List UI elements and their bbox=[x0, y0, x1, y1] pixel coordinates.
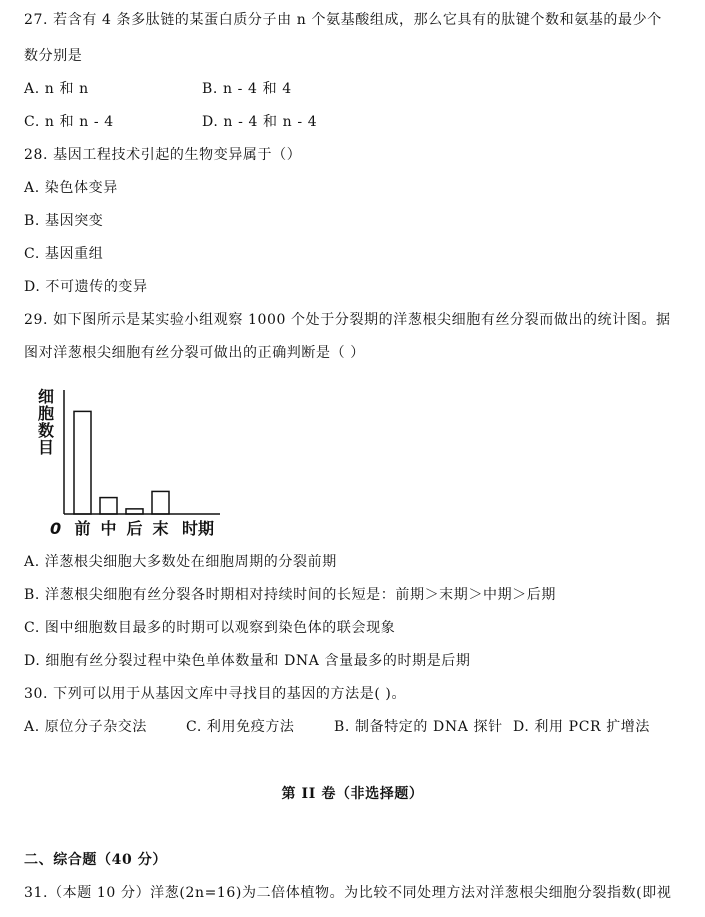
q27-option-d: D. n - 4 和 n - 4 bbox=[202, 114, 318, 130]
q30-option-c: C. 利用免疫方法 bbox=[186, 719, 295, 735]
y-axis-label-char: 细 bbox=[38, 387, 55, 406]
q29-option-a: A. 洋葱根尖细胞大多数处在细胞周期的分裂前期 bbox=[24, 554, 337, 570]
q27-option-c: C. n 和 n - 4 bbox=[24, 114, 114, 130]
origin-label: 0 bbox=[50, 519, 62, 538]
q30-stem: 30. 下列可以用于从基因文库中寻找目的基因的方法是( )。 bbox=[24, 686, 407, 702]
q28-option-a: A. 染色体变异 bbox=[24, 180, 118, 196]
q28-option-c: C. 基因重组 bbox=[24, 246, 104, 262]
q31-stem-line1: 31.（本题 10 分）洋葱(2n=16)为二倍体植物。为比较不同处理方法对洋葱根尖细胞分裂指数(即视 bbox=[24, 885, 672, 901]
q27-option-b: B. n - 4 和 4 bbox=[202, 81, 292, 97]
bar-3 bbox=[126, 509, 143, 514]
q30-option-d: D. 利用 PCR 扩增法 bbox=[513, 719, 650, 735]
x-tick-label: 中 bbox=[100, 519, 117, 538]
bar-2 bbox=[100, 498, 117, 514]
q27-stem-line2: 数分别是 bbox=[24, 48, 83, 64]
q29-option-c: C. 图中细胞数目最多的时期可以观察到染色体的联会现象 bbox=[24, 620, 396, 636]
q29-option-d: D. 细胞有丝分裂过程中染色单体数量和 DNA 含量最多的时期是后期 bbox=[24, 653, 471, 669]
y-axis-label-char: 胞 bbox=[38, 404, 55, 423]
q29-option-b: B. 洋葱根尖细胞有丝分裂各时期相对持续时间的长短是：前期＞末期＞中期＞后期 bbox=[24, 587, 556, 603]
q30-option-a: A. 原位分子杂交法 bbox=[24, 719, 148, 735]
q28-stem: 28. 基因工程技术引起的生物变异属于（） bbox=[24, 147, 302, 163]
q28-option-d: D. 不可遗传的变异 bbox=[24, 279, 148, 295]
q27-stem-line1: 27. 若含有 4 条多肽链的某蛋白质分子由 n 个氨基酸组成，那么它具有的肽键个数和氨基的最少个 bbox=[24, 12, 662, 28]
x-tick-label: 后 bbox=[126, 519, 143, 538]
x-tick-label: 末 bbox=[152, 519, 169, 538]
section-2-title: 第 II 卷（非选择题） bbox=[281, 786, 424, 802]
q29-stem-line1: 29. 如下图所示是某实验小组观察 1000 个处于分裂期的洋葱根尖细胞有丝分裂而做出的统计图。据 bbox=[24, 312, 671, 328]
q30-option-b: B. 制备特定的 DNA 探针 bbox=[334, 719, 503, 735]
part-2-title: 二、综合题（40 分） bbox=[24, 852, 167, 868]
x-tick-label: 前 bbox=[74, 519, 91, 538]
q27-option-a: A. n 和 n bbox=[24, 81, 89, 97]
x-axis-label: 时期 bbox=[182, 519, 215, 538]
y-axis-label bbox=[38, 387, 54, 457]
y-axis-label-char: 数 bbox=[38, 421, 55, 440]
q28-option-b: B. 基因突变 bbox=[24, 213, 104, 229]
bar-4 bbox=[152, 491, 169, 514]
q29-stem-line2: 图对洋葱根尖细胞有丝分裂可做出的正确判断是（ ） bbox=[24, 345, 365, 361]
bar-1 bbox=[74, 411, 91, 514]
y-axis-label-char: 目 bbox=[38, 438, 55, 457]
cell-count-bar-chart bbox=[30, 382, 230, 542]
